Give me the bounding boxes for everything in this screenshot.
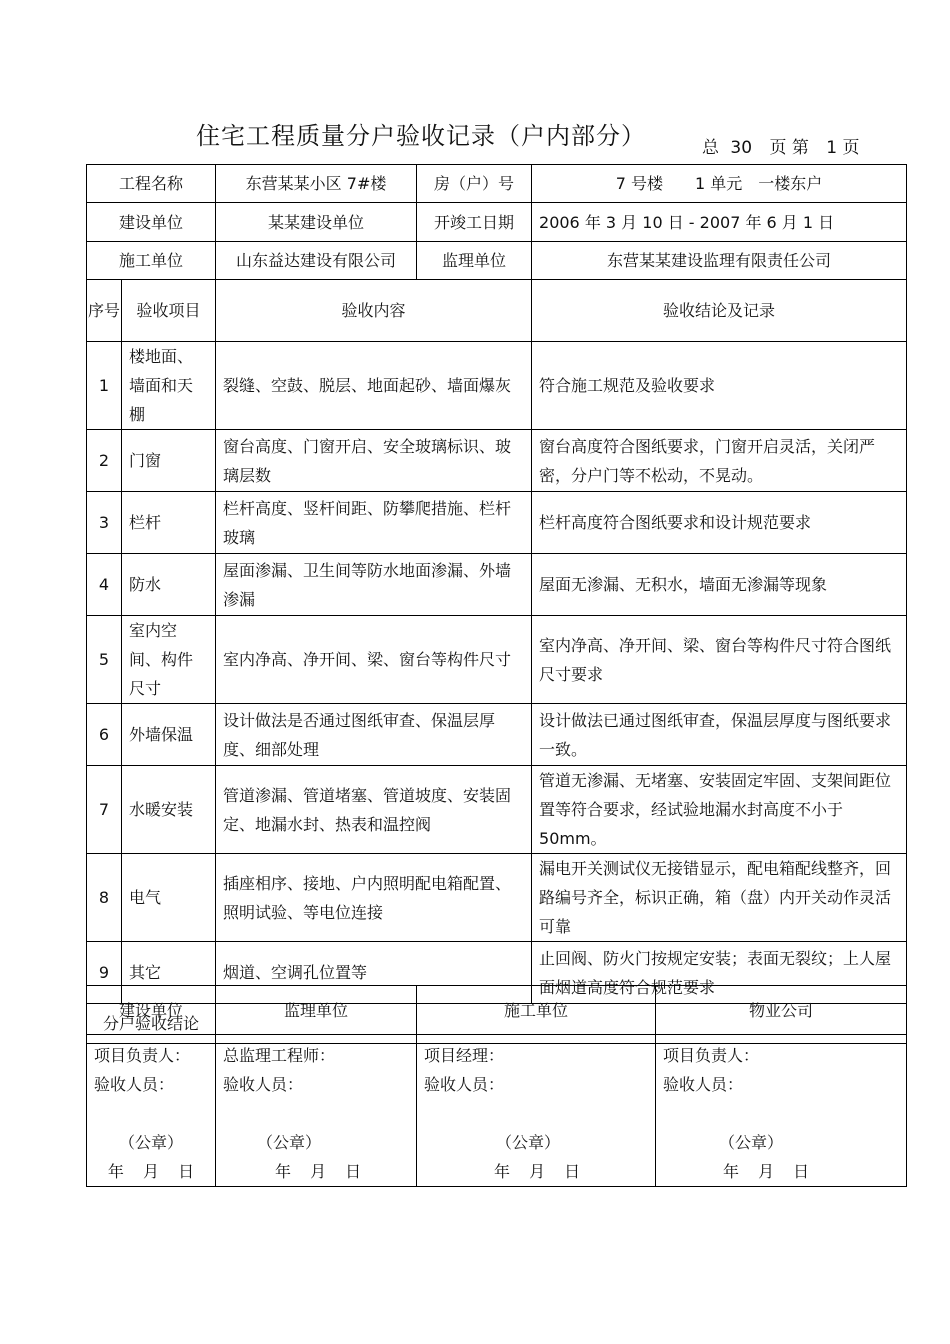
row-item: 室内空间、构件尺寸 [122, 616, 216, 704]
sig-seal: （公章） [496, 1133, 561, 1152]
page-mid: 页 第 [769, 138, 809, 158]
info-row-contractor [87, 242, 907, 280]
row-content: 烟道、空调孔位置等 [216, 942, 532, 1004]
project-name-label: 工程名称 [87, 165, 216, 203]
row-number: 4 [87, 554, 122, 616]
signature-row [87, 1035, 907, 1187]
sig-role-line: 总监理工程师： [223, 1046, 336, 1065]
row-result: 屋面无渗漏、无积水，墙面无渗漏等现象 [532, 554, 907, 616]
sig-cell-builder [87, 1035, 216, 1187]
sig-seal: （公章） [257, 1133, 322, 1152]
sig-date: 年 月 日 [107, 1162, 195, 1181]
page-total-prefix: 总 [702, 138, 719, 158]
sig-cell-supervisor [216, 1035, 417, 1187]
table-row [87, 554, 907, 616]
page-info [702, 133, 860, 158]
row-result: 止回阀、防火门按规定安装；表面无裂纹；上人屋面烟道高度符合规范要求 [532, 942, 907, 1004]
sig-date: 年 月 日 [275, 1162, 362, 1181]
page-total: 30 [730, 138, 753, 158]
row-item: 栏杆 [122, 492, 216, 554]
sig-role-line: 项目负责人： [663, 1046, 760, 1065]
column-header-row [87, 280, 907, 342]
row-number: 9 [87, 942, 122, 1004]
inspection-table [86, 164, 907, 1044]
builder-label: 建设单位 [87, 203, 216, 242]
row-number: 2 [87, 430, 122, 492]
row-content: 插座相序、接地、户内照明配电箱配置、照明试验、等电位连接 [216, 854, 532, 942]
contractor-label: 施工单位 [87, 242, 216, 280]
row-content: 栏杆高度、竖杆间距、防攀爬措施、栏杆玻璃 [216, 492, 532, 554]
sig-cell-contractor [417, 1035, 656, 1187]
row-result: 漏电开关测试仪无接错显示，配电箱配线整齐，回路编号齐全，标识正确，箱（盘）内开关动作灵活可靠 [532, 854, 907, 942]
sig-inspector-line: 验收人员： [223, 1075, 304, 1094]
table-row [87, 492, 907, 554]
sig-inspector-line: 验收人员： [94, 1075, 175, 1094]
page-number: 1 [826, 138, 838, 158]
sig-header-builder: 建设单位 [87, 986, 216, 1035]
document-title: 住宅工程质量分户验收记录（户内部分） [196, 122, 646, 150]
row-number: 5 [87, 616, 122, 704]
row-result: 室内净高、净开间、梁、窗台等构件尺寸符合图纸尺寸要求 [532, 616, 907, 704]
sig-header-contractor: 施工单位 [417, 986, 656, 1035]
row-result: 窗台高度符合图纸要求，门窗开启灵活，关闭严密，分户门等不松动，不晃动。 [532, 430, 907, 492]
info-row-project [87, 165, 907, 203]
row-item: 门窗 [122, 430, 216, 492]
contractor-value: 山东益达建设有限公司 [216, 242, 417, 280]
row-number: 1 [87, 342, 122, 430]
table-row [87, 342, 907, 430]
signature-table [86, 985, 907, 1187]
info-row-builder [87, 203, 907, 242]
room-label: 房（户）号 [417, 165, 532, 203]
row-item: 外墙保温 [122, 704, 216, 766]
room-value: 7 号楼 1 单元 一楼东户 [532, 165, 907, 203]
supervisor-value: 东营某某建设监理有限责任公司 [532, 242, 907, 280]
sig-date: 年 月 日 [494, 1162, 581, 1181]
row-item: 其它 [122, 942, 216, 1004]
row-content: 裂缝、空鼓、脱层、地面起砂、墙面爆灰 [216, 342, 532, 430]
col-header-content: 验收内容 [216, 280, 532, 342]
row-content: 设计做法是否通过图纸审查、保温层厚度、细部处理 [216, 704, 532, 766]
row-number: 3 [87, 492, 122, 554]
sig-inspector-line: 验收人员： [663, 1075, 744, 1094]
table-row [87, 704, 907, 766]
col-header-result: 验收结论及记录 [532, 280, 907, 342]
row-number: 7 [87, 766, 122, 854]
sig-role-line: 项目负责人： [94, 1046, 191, 1065]
row-content: 屋面渗漏、卫生间等防水地面渗漏、外墙渗漏 [216, 554, 532, 616]
project-name: 东营某某小区 7#楼 [216, 165, 417, 203]
row-result: 符合施工规范及验收要求 [532, 342, 907, 430]
sig-header-property: 物业公司 [656, 986, 907, 1035]
builder-value: 某某建设单位 [216, 203, 417, 242]
sig-header-supervisor: 监理单位 [216, 986, 417, 1035]
sig-role-line: 项目经理： [424, 1046, 505, 1065]
col-header-seq: 序号 [87, 280, 122, 342]
row-content: 室内净高、净开间、梁、窗台等构件尺寸 [216, 616, 532, 704]
row-item: 防水 [122, 554, 216, 616]
table-row [87, 854, 907, 942]
row-number: 6 [87, 704, 122, 766]
row-result: 设计做法已通过图纸审查，保温层厚度与图纸要求一致。 [532, 704, 907, 766]
row-item: 楼地面、墙面和天棚 [122, 342, 216, 430]
sig-cell-property [656, 1035, 907, 1187]
sig-inspector-line: 验收人员： [424, 1075, 505, 1094]
row-item: 电气 [122, 854, 216, 942]
table-row [87, 430, 907, 492]
row-content: 窗台高度、门窗开启、安全玻璃标识、玻璃层数 [216, 430, 532, 492]
row-content: 管道渗漏、管道堵塞、管道坡度、安装固定、地漏水封、热表和温控阀 [216, 766, 532, 854]
sig-seal: （公章） [118, 1133, 183, 1152]
row-item: 水暖安装 [122, 766, 216, 854]
col-header-item: 验收项目 [122, 280, 216, 342]
signature-header-row [87, 986, 907, 1035]
dates-value: 2006 年 3 月 10 日 - 2007 年 6 月 1 日 [532, 203, 907, 242]
page-suffix: 页 [842, 138, 860, 158]
table-row [87, 616, 907, 704]
supervisor-label: 监理单位 [417, 242, 532, 280]
dates-label: 开竣工日期 [417, 203, 532, 242]
table-row [87, 766, 907, 854]
row-result: 栏杆高度符合图纸要求和设计规范要求 [532, 492, 907, 554]
sig-seal: （公章） [719, 1133, 784, 1152]
conclusion-label: 分户验收结论 [87, 1004, 216, 1044]
row-number: 8 [87, 854, 122, 942]
row-result: 管道无渗漏、无堵塞、安装固定牢固、支架间距位置等符合要求，经试验地漏水封高度不小于 50mm。 [532, 766, 907, 854]
sig-date: 年 月 日 [723, 1162, 810, 1181]
